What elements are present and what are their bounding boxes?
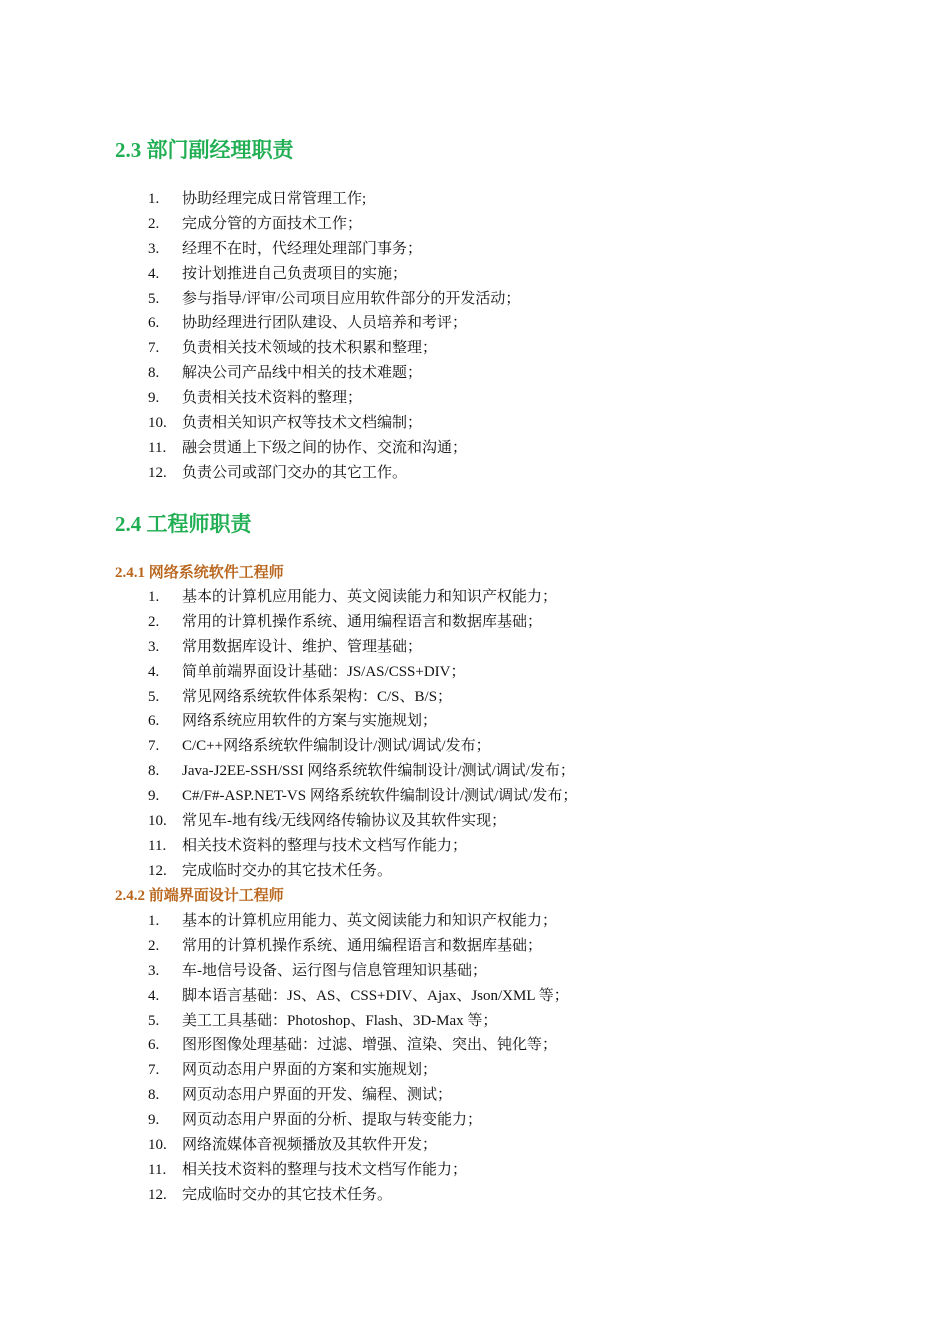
list-item-text: 基本的计算机应用能力、英文阅读能力和知识产权能力； [182,589,558,605]
list-item-number: 12. [148,862,167,879]
list-item-number: 2. [148,937,160,954]
list-item-number: 3. [148,638,160,655]
list-item-text: 美工工具基础：Photoshop、Flash、3D-Max 等； [182,1012,498,1029]
list-item-number: 7. [148,738,160,755]
subsection-heading-2-4-2: 2.4.2 前端界面设计工程师 [115,888,284,904]
subsection-heading-2-4-1: 2.4.1 网络系统软件工程师 [115,565,284,581]
list-item-text: 常见车-地有线/无线网络传输协议及其软件实现； [182,813,507,830]
list-item-text: 图形图像处理基础：过滤、增强、渲染、突出、钝化等； [182,1037,558,1054]
list-item-text: C#/F#-ASP.NET-VS 网络系统软件编制设计/测试/调试/发布； [182,788,578,805]
list-item-number: 8. [148,1087,160,1104]
list-item-number: 2. [148,215,160,232]
section-heading-2-4: 2.4 工程师职责 [115,512,252,536]
list-item-text: 网页动态用户界面的开发、编程、测试； [182,1087,453,1104]
list-item-text: 网络系统应用软件的方案与实施规划； [182,713,438,730]
list-item-text: 负责相关技术资料的整理； [182,390,363,407]
list-item-number: 10. [148,813,167,830]
list-item-number: 9. [148,1112,160,1129]
list-item-text: 协助经理进行团队建设、人员培养和考评； [182,315,468,332]
list-item-text: 简单前端界面设计基础：JS/AS/CSS+DIV； [182,663,466,680]
list-item-number: 4. [148,265,160,282]
list-item-text: 负责公司或部门交办的其它工作。 [182,464,408,481]
list-item-number: 5. [148,290,160,307]
list-item-text: 按计划推进自己负责项目的实施； [182,265,408,282]
list-item-number: 8. [148,763,160,780]
list-item-number: 3. [148,962,160,979]
list-item-number: 10. [148,415,167,432]
list-item-number: 6. [148,1037,160,1054]
list-item-number: 4. [148,987,160,1004]
list-item-number: 7. [148,1062,160,1079]
list-item-text: 完成临时交办的其它技术任务。 [182,1186,393,1203]
list-item-text: C/C++网络系统软件编制设计/测试/调试/发布； [182,738,491,755]
list-item-text: 参与指导/评审/公司项目应用软件部分的开发活动； [182,290,521,307]
list-item-text: 车-地信号设备、运行图与信息管理知识基础； [182,962,487,979]
list-item-number: 2. [148,613,160,630]
list-item-text: 常用数据库设计、维护、管理基础； [182,638,423,655]
list-item-text: 相关技术资料的整理与技术文档写作能力； [182,837,468,854]
list-item-text: 完成分管的方面技术工作； [182,215,363,232]
list-item-number: 5. [148,1012,160,1029]
list-item-text: 融会贯通上下级之间的协作、交流和沟通； [182,439,468,456]
list-item-text: 相关技术资料的整理与技术文档写作能力； [182,1161,468,1178]
list-item-number: 3. [148,240,160,257]
list-item-number: 5. [148,688,160,705]
list-item-number: 6. [148,315,160,332]
list-item-text: 协助经理完成日常管理工作; [182,191,367,207]
list-item-number: 10. [148,1137,167,1154]
list-item-text: 解决公司产品线中相关的技术难题； [182,365,423,382]
list-item-number: 12. [148,1186,167,1203]
list-item-number: 1. [148,913,160,929]
list-item-number: 6. [148,713,160,730]
list-item-text: 常用的计算机操作系统、通用编程语言和数据库基础； [182,937,543,954]
list-item-text: 完成临时交办的其它技术任务。 [182,862,393,879]
list-item-text: 基本的计算机应用能力、英文阅读能力和知识产权能力； [182,913,558,929]
list-item-number: 9. [148,390,160,407]
list-item-number: 1. [148,589,160,605]
list-item-text: 网页动态用户界面的方案和实施规划； [182,1062,438,1079]
list-item-number: 11. [148,1161,167,1178]
list-item-text: 常用的计算机操作系统、通用编程语言和数据库基础； [182,613,543,630]
list-item-text: Java-J2EE-SSH/SSI 网络系统软件编制设计/测试/调试/发布； [182,763,575,780]
list-item-number: 9. [148,788,160,805]
list-item-number: 11. [148,439,167,456]
list-item-number: 1. [148,191,160,207]
list-item-number: 7. [148,340,160,357]
list-item-number: 8. [148,365,160,382]
list-item-text: 脚本语言基础：JS、AS、CSS+DIV、Ajax、Json/XML 等； [182,987,569,1004]
list-item-text: 网络流媒体音视频播放及其软件开发； [182,1137,438,1154]
section-heading-2-3: 2.3 部门副经理职责 [115,138,294,162]
list-item-text: 负责相关知识产权等技术文档编制； [182,415,423,432]
list-item-number: 11. [148,837,167,854]
list-item-number: 4. [148,663,160,680]
list-item-text: 常见网络系统软件体系架构：C/S、B/S； [182,688,453,705]
list-item-text: 经理不在时，代经理处理部门事务； [182,240,423,257]
list-item-text: 负责相关技术领域的技术积累和整理； [182,340,438,357]
list-item-text: 网页动态用户界面的分析、提取与转变能力； [182,1112,483,1129]
list-item-number: 12. [148,464,167,481]
